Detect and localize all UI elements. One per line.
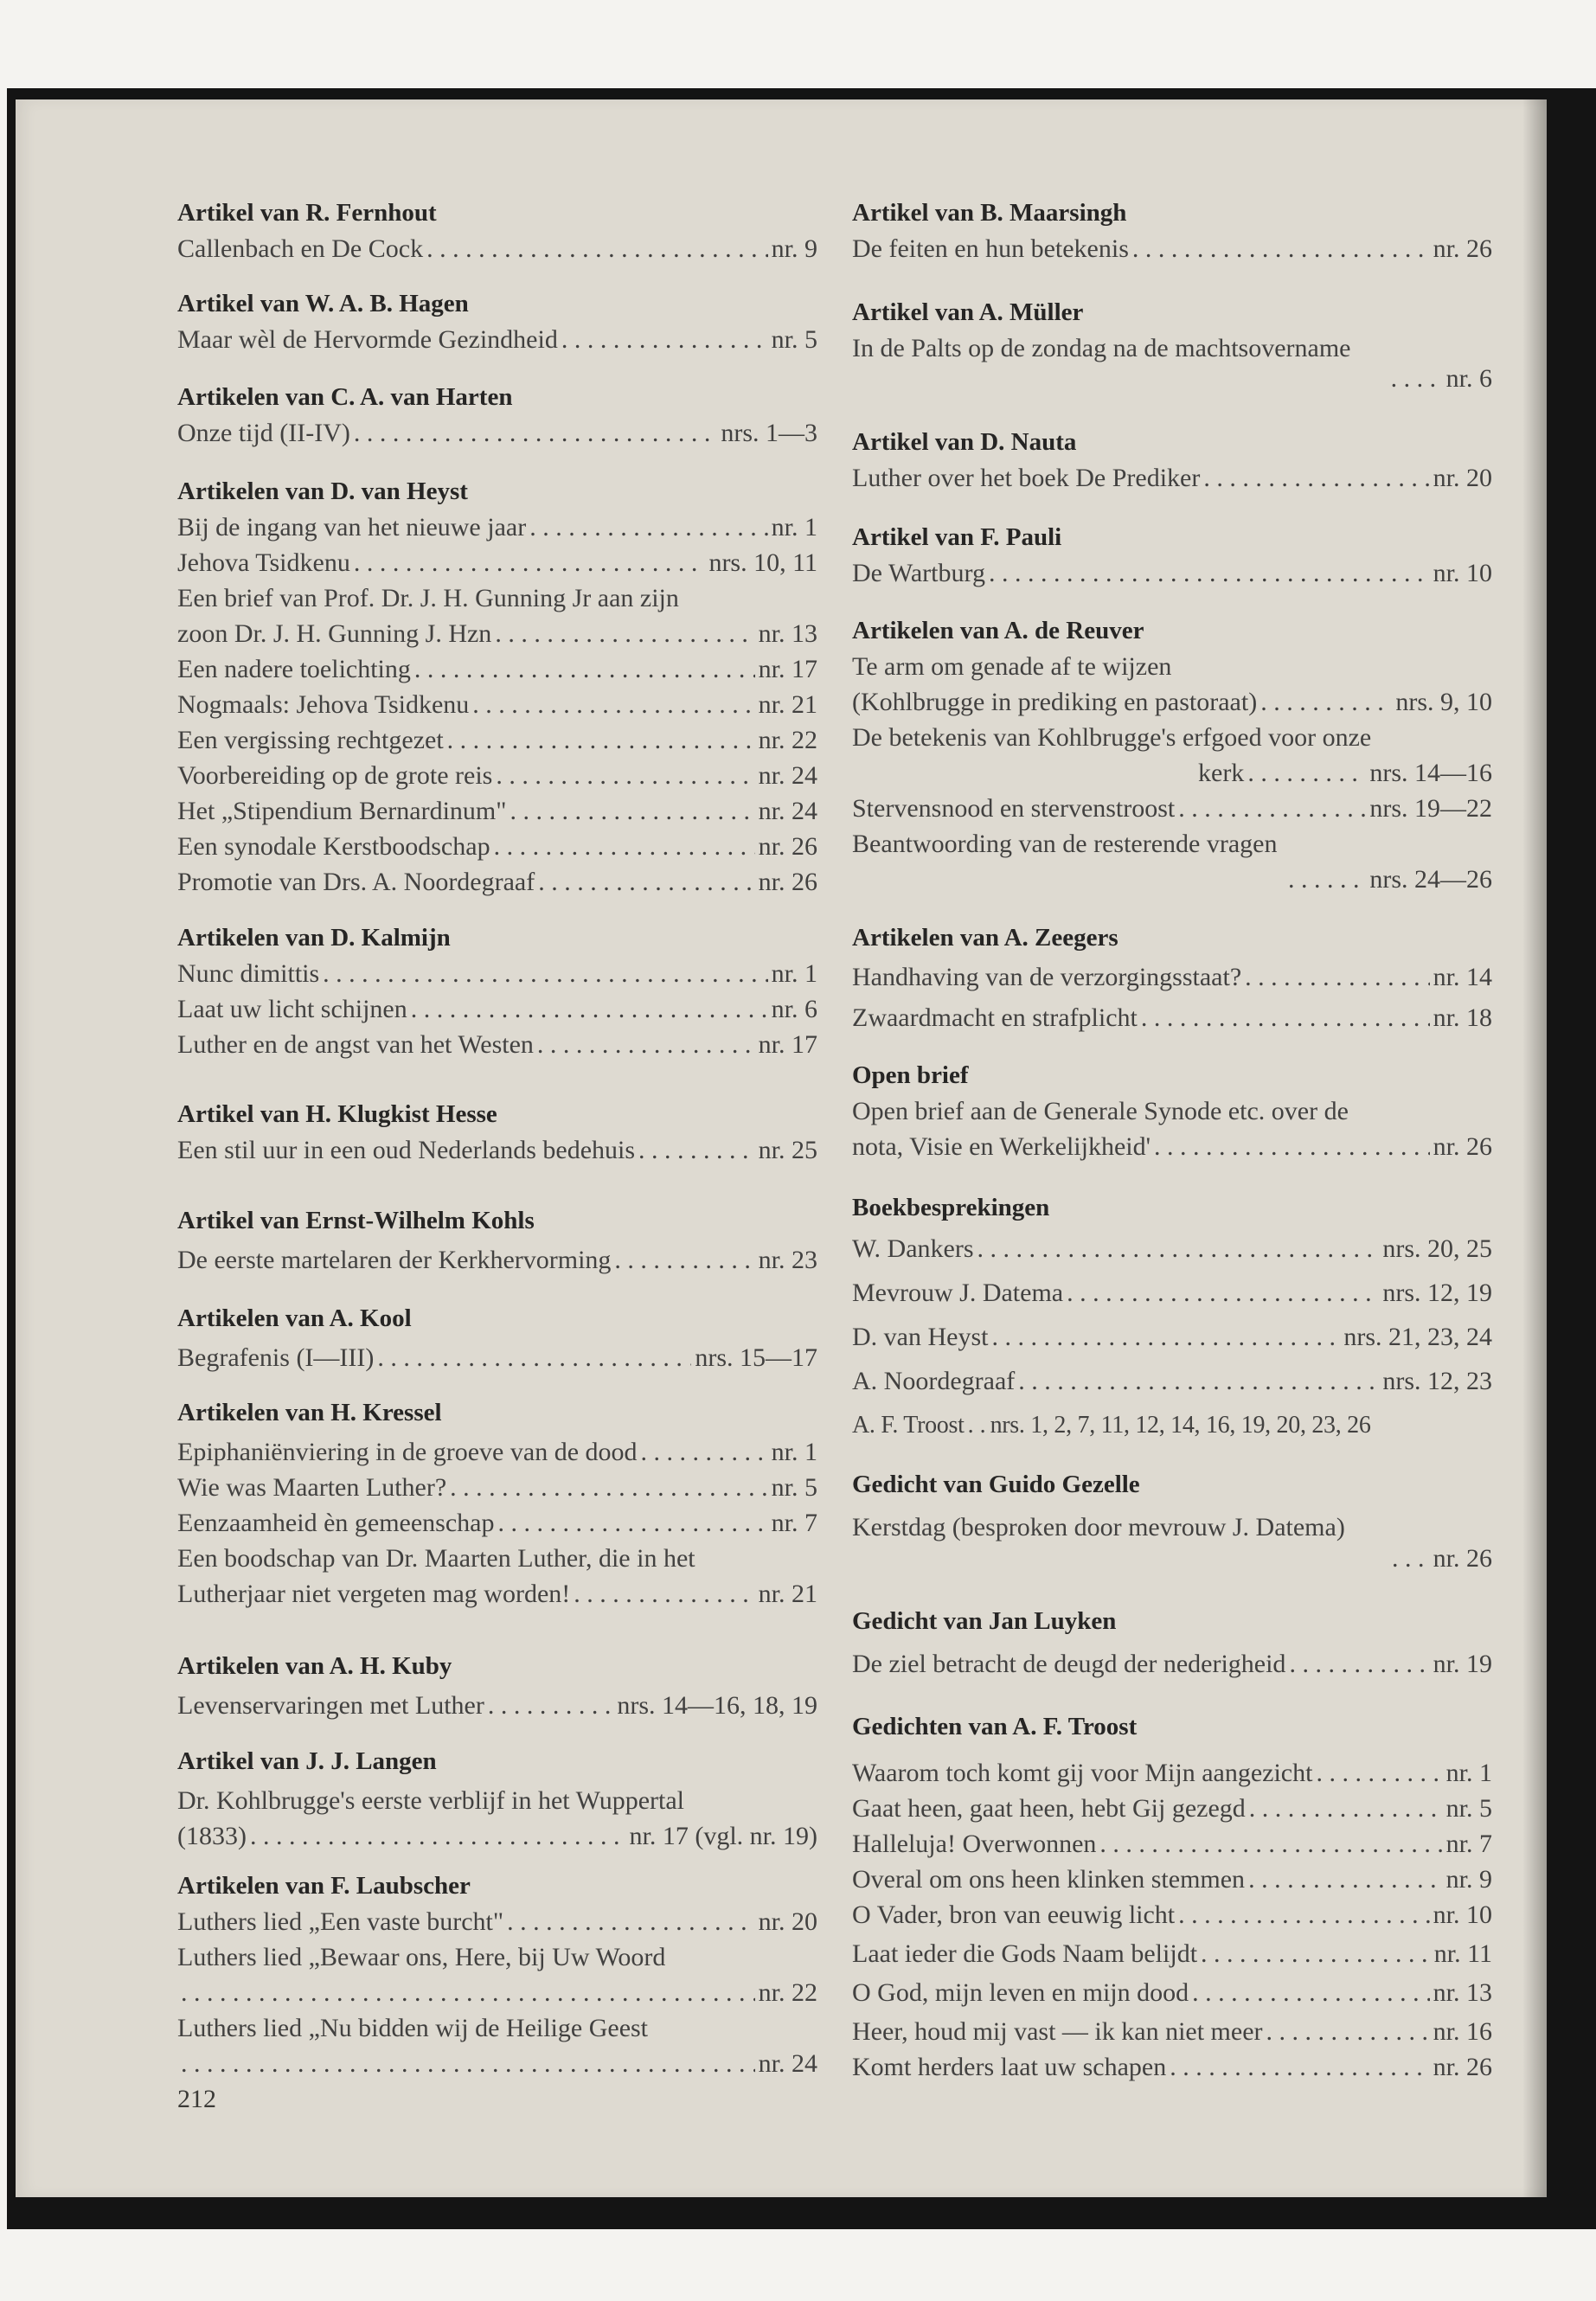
entry-title: Overal om ons heen klinken stemmen	[852, 1865, 1246, 1894]
index-entry	[177, 1132, 817, 1168]
index-entry	[177, 956, 817, 991]
entry-title: De Wartburg	[852, 559, 985, 587]
entry-title: Mevrouw J. Datema	[852, 1279, 1064, 1307]
entry-ref: nr. 1	[1445, 1759, 1492, 1787]
entry-title: W. Dankers	[852, 1234, 974, 1263]
section-maarsingh	[852, 195, 1492, 266]
section-heading: Artikel van D. Nauta	[852, 428, 1077, 456]
index-entry	[852, 1755, 1492, 1791]
leader-dots	[1391, 366, 1443, 392]
entry-title-line: In de Palts op de zondag na de machtsovername	[852, 334, 1351, 362]
section-laubscher	[177, 1868, 817, 2081]
entry-title: zoon Dr. J. H. Gunning J. Hzn	[177, 619, 492, 648]
entry-title-line: De betekenis van Kohlbrugge's erfgoed voor onze	[852, 723, 1372, 752]
leader-dots	[1288, 862, 1366, 897]
index-entry	[177, 415, 817, 451]
section-kalmijn	[177, 920, 817, 1062]
entry-title: nota, Visie en Werkelijkheid'	[852, 1132, 1151, 1161]
entry-title: De feiten en hun betekenis	[852, 234, 1129, 263]
index-entry	[177, 687, 817, 722]
index-entry	[177, 651, 817, 687]
section-heyst	[177, 473, 817, 900]
leader-dots	[989, 555, 1430, 591]
entry-ref: nr. 21	[758, 690, 817, 719]
entry-title: Komt herders laat uw schapen	[852, 2053, 1167, 2081]
index-entry	[852, 1897, 1492, 1932]
index-entry	[177, 1242, 817, 1278]
leader-dots	[495, 616, 754, 651]
spine-shadow	[1522, 99, 1547, 2197]
entry-ref: nr. 26	[1433, 234, 1492, 263]
index-entry	[852, 1407, 1492, 1443]
leader-dots	[488, 1688, 613, 1723]
entry-ref: nrs. 14—16	[1369, 759, 1492, 787]
index-entry	[177, 1470, 817, 1505]
section-heading: Artikel van B. Maarsingh	[852, 199, 1127, 227]
index-entry	[177, 2046, 817, 2081]
leader-dots	[450, 1470, 768, 1505]
entry-ref: nr. 14	[1433, 963, 1492, 991]
entry-title: Nogmaals: Jehova Tsidkenu	[177, 690, 470, 719]
entry-title: Luthers lied „Een vaste burcht"	[177, 1907, 504, 1936]
leader-dots	[1392, 1545, 1430, 1573]
entry-title-line: Dr. Kohlbrugge's eerste verblijf in het Wuppertal	[177, 1786, 684, 1815]
entry-title-line: Open brief aan de Generale Synode etc. over de	[852, 1097, 1349, 1125]
entry-ref: nr. 1	[771, 513, 817, 542]
entry-title: O Vader, bron van eeuwig licht	[852, 1900, 1176, 1929]
index-entry	[177, 1688, 817, 1723]
entry-ref: nrs. 15—17	[695, 1343, 817, 1372]
leader-dots	[497, 1505, 767, 1541]
index-entry	[177, 231, 817, 266]
entry-title: Nunc dimittis	[177, 959, 320, 988]
section-heading: Artikelen van A. Kool	[177, 1304, 412, 1332]
section-boekbesprekingen	[852, 1189, 1492, 1443]
entry-ref: nr. 7	[771, 1509, 817, 1537]
index-entry	[177, 510, 817, 545]
section-troost	[852, 1708, 1492, 2085]
section-zeegers	[852, 920, 1492, 1035]
index-entry	[177, 1818, 817, 1854]
entry-title-line: Luthers lied „Nu bidden wij de Heilige Geest	[177, 2014, 649, 2042]
section-heading: Artikelen van C. A. van Harten	[177, 383, 513, 411]
leader-dots	[354, 415, 717, 451]
leader-dots	[968, 1407, 987, 1443]
leader-dots	[354, 545, 706, 580]
leader-dots	[1018, 1363, 1379, 1399]
index-entry	[177, 545, 817, 580]
section-pauli	[852, 519, 1492, 591]
entry-title-line: Beantwoording van de resterende vragen	[852, 830, 1278, 858]
leader-dots	[1203, 460, 1429, 496]
entry-ref: nr. 25	[758, 1136, 817, 1164]
index-entry	[177, 864, 817, 900]
entry-title: A. F. Troost	[852, 1412, 965, 1439]
leader-dots	[991, 1319, 1340, 1355]
leader-dots	[529, 510, 767, 545]
section-heading: Artikelen van H. Kressel	[177, 1399, 442, 1426]
index-entry	[852, 1545, 1492, 1573]
index-entry	[852, 2049, 1492, 2085]
section-klugkist-hesse	[177, 1096, 817, 1168]
leader-dots	[1154, 1129, 1430, 1164]
entry-ref: nr. 26	[758, 868, 817, 896]
entry-ref: nrs. 1, 2, 7, 11, 12, 14, 16, 19, 20, 23, 26	[990, 1412, 1371, 1439]
entry-ref: nr. 26	[1433, 1544, 1492, 1573]
index-entry	[852, 460, 1492, 496]
entry-ref: nr. 17	[758, 655, 817, 683]
section-heading: Artikelen van D. van Heyst	[177, 478, 468, 505]
leader-dots	[1316, 1755, 1442, 1791]
entry-title: Stervensnood en stervenstroost	[852, 794, 1176, 823]
entry-ref: nr. 26	[758, 832, 817, 861]
entry-title: Waarom toch komt gij voor Mijn aangezicht	[852, 1759, 1313, 1787]
entry-ref: nr. 20	[758, 1907, 817, 1936]
entry-ref: nr. 5	[771, 1473, 817, 1502]
index-entry	[177, 1975, 817, 2010]
entry-title-line: Kerstdag (besproken door mevrouw J. Datema)	[852, 1513, 1345, 1541]
entry-ref: nrs. 24—26	[1369, 865, 1492, 894]
section-heading: Artikel van A. Müller	[852, 298, 1084, 326]
entry-ref: nr. 1	[771, 1438, 817, 1466]
leader-dots	[614, 1242, 754, 1278]
entry-ref: nrs. 12, 23	[1382, 1367, 1492, 1395]
entry-ref: nr. 18	[1433, 1003, 1492, 1032]
entry-title: Callenbach en De Cock	[177, 234, 424, 263]
index-entry	[852, 1862, 1492, 1897]
index-entry	[177, 322, 817, 357]
leader-dots	[638, 1132, 755, 1168]
section-heading: Gedicht van Guido Gezelle	[852, 1471, 1140, 1498]
leader-dots	[447, 722, 755, 758]
index-entry	[177, 1576, 817, 1612]
entry-title: Jehova Tsidkenu	[177, 548, 350, 577]
leader-dots	[1289, 1646, 1429, 1682]
section-heading: Artikelen van A. H. Kuby	[177, 1652, 452, 1680]
leader-dots	[181, 1975, 755, 2010]
entry-ref: nr. 19	[1433, 1650, 1492, 1678]
index-entry	[852, 1000, 1492, 1035]
leader-dots	[494, 829, 755, 864]
leader-dots	[250, 1818, 626, 1854]
index-entry	[177, 1904, 817, 1939]
entry-title: Een synodale Kerstboodschap	[177, 832, 490, 861]
index-entry	[852, 1975, 1492, 2010]
entry-ref: nr. 9	[1445, 1865, 1492, 1894]
section-langen	[177, 1743, 817, 1854]
entry-ref: nrs. 20, 25	[1382, 1234, 1492, 1263]
index-entry	[852, 2014, 1492, 2049]
index-entry	[852, 684, 1492, 720]
section-open-brief	[852, 1057, 1492, 1164]
leader-dots	[1192, 1975, 1430, 2010]
entry-ref: nrs. 1—3	[721, 419, 817, 447]
entry-title: A. Noordegraaf	[852, 1367, 1016, 1395]
index-entry	[177, 722, 817, 758]
entry-ref: nr. 10	[1433, 1900, 1492, 1929]
entry-title: Promotie van Drs. A. Noordegraaf	[177, 868, 535, 896]
section-heading: Artikelen van A. Zeegers	[852, 924, 1118, 952]
entry-ref: nr. 21	[758, 1580, 817, 1608]
index-entry	[177, 1505, 817, 1541]
entry-title: De ziel betracht de deugd der nederigheid	[852, 1650, 1286, 1678]
leader-dots	[377, 1340, 691, 1375]
index-entry	[852, 791, 1492, 826]
entry-title-line: Een brief van Prof. Dr. J. H. Gunning Jr aan zijn	[177, 584, 679, 612]
leader-dots	[1266, 2014, 1430, 2049]
entry-title-line: Een boodschap van Dr. Maarten Luther, die in het	[177, 1544, 695, 1573]
index-entry	[852, 755, 1492, 791]
index-entry	[852, 959, 1492, 995]
entry-ref: nr. 5	[1445, 1794, 1492, 1823]
entry-ref: nr. 6	[771, 995, 817, 1023]
entry-title: Lutherjaar niet vergeten mag worden!	[177, 1580, 571, 1608]
entry-ref: nr. 22	[758, 726, 817, 754]
entry-title: Begrafenis (I—III)	[177, 1343, 375, 1372]
entry-ref: nr. 26	[1433, 1132, 1492, 1161]
leader-dots	[181, 2046, 755, 2081]
entry-title: Luther en de angst van het Westen	[177, 1030, 534, 1059]
entry-ref: nr. 24	[758, 2049, 817, 2078]
leader-dots	[411, 991, 768, 1027]
entry-ref: nr. 13	[758, 619, 817, 648]
section-heading: Artikelen van D. Kalmijn	[177, 924, 451, 952]
index-entry	[177, 1434, 817, 1470]
leader-dots	[426, 231, 768, 266]
entry-ref: nrs. 10, 11	[708, 548, 817, 577]
entry-title: Zwaardmacht en strafplicht	[852, 1003, 1138, 1032]
entry-ref: nrs. 9, 10	[1395, 688, 1492, 716]
section-heading: Artikelen van F. Laubscher	[177, 1872, 471, 1900]
entry-title: Halleluja! Overwonnen	[852, 1830, 1097, 1858]
leader-dots	[1201, 1936, 1431, 1971]
entry-ref: nr. 6	[1445, 364, 1492, 393]
entry-ref: nr. 17	[758, 1030, 817, 1059]
entry-ref: nr. 17 (vgl. nr. 19)	[629, 1822, 817, 1850]
entry-ref: nr. 23	[758, 1246, 817, 1274]
section-kuby	[177, 1648, 817, 1723]
leader-dots	[1249, 1791, 1443, 1826]
entry-title-line: Te arm om genade af te wijzen	[852, 652, 1172, 681]
leader-dots	[1178, 791, 1366, 826]
entry-title: Levenservaringen met Luther	[177, 1691, 484, 1720]
index-entry	[852, 862, 1492, 897]
entry-ref: nrs. 21, 23, 24	[1343, 1323, 1492, 1351]
entry-title: Epiphaniënviering in de groeve van de dood	[177, 1438, 638, 1466]
entry-ref: nr. 16	[1433, 2017, 1492, 2046]
entry-title: (Kohlbrugge in prediking en pastoraat)	[852, 688, 1258, 716]
leader-dots	[574, 1576, 754, 1612]
leader-dots	[1178, 1897, 1430, 1932]
leader-dots	[538, 864, 754, 900]
section-heading: Artikel van H. Klugkist Hesse	[177, 1100, 497, 1128]
section-heading: Boekbesprekingen	[852, 1194, 1050, 1221]
entry-title: (1833)	[177, 1822, 247, 1850]
entry-ref: nr. 10	[1433, 559, 1492, 587]
section-kool	[177, 1300, 817, 1375]
index-entry	[852, 366, 1492, 392]
index-entry	[852, 1319, 1492, 1355]
leader-dots	[323, 956, 767, 991]
index-entry	[852, 1791, 1492, 1826]
entry-ref: nr. 7	[1445, 1830, 1492, 1858]
section-kressel	[177, 1394, 817, 1612]
entry-title: kerk	[1198, 759, 1245, 787]
index-entry	[852, 1363, 1492, 1399]
index-entry	[177, 829, 817, 864]
section-heading: Artikel van F. Pauli	[852, 523, 1062, 551]
index-entry	[852, 555, 1492, 591]
section-fernhout	[177, 195, 817, 266]
leader-dots	[1248, 1862, 1443, 1897]
index-entry	[177, 991, 817, 1027]
entry-title: Heer, houd mij vast — ik kan niet meer	[852, 2017, 1263, 2046]
section-kohls	[177, 1202, 817, 1278]
index-entry	[177, 793, 817, 829]
entry-ref: nr. 24	[758, 797, 817, 825]
leader-dots	[510, 793, 755, 829]
entry-ref: nrs. 12, 19	[1382, 1279, 1492, 1307]
entry-ref: nr. 9	[771, 234, 817, 263]
entry-title: Wie was Maarten Luther?	[177, 1473, 447, 1502]
leader-dots	[414, 651, 755, 687]
index-entry	[852, 1826, 1492, 1862]
index-entry	[852, 1936, 1492, 1971]
leader-dots	[537, 1027, 755, 1062]
section-heading: Gedicht van Jan Luyken	[852, 1607, 1117, 1635]
entry-title: O God, mijn leven en mijn dood	[852, 1978, 1189, 2007]
entry-title: De eerste martelaren der Kerkhervorming	[177, 1246, 612, 1274]
section-nauta	[852, 424, 1492, 496]
entry-title: Gaat heen, gaat heen, hebt Gij gezegd	[852, 1794, 1246, 1823]
entry-title: Laat ieder die Gods Naam belijdt	[852, 1939, 1198, 1968]
entry-ref: nr. 22	[758, 1978, 817, 2007]
entry-ref: nr. 11	[1433, 1939, 1492, 1968]
entry-title-line: Luthers lied „Bewaar ons, Here, bij Uw Woord	[177, 1943, 666, 1971]
leader-dots	[1170, 2049, 1429, 2085]
entry-ref: nr. 1	[771, 959, 817, 988]
page-number: 212	[177, 2085, 216, 2113]
entry-title: Een nadere toelichting	[177, 655, 411, 683]
index-entry	[852, 231, 1492, 266]
section-hagen	[177, 285, 817, 357]
leader-dots	[1067, 1275, 1379, 1311]
section-heading: Gedichten van A. F. Troost	[852, 1713, 1138, 1740]
leader-dots	[977, 1231, 1380, 1266]
section-reuver	[852, 612, 1492, 897]
leader-dots	[1141, 1000, 1430, 1035]
entry-title: Bij de ingang van het nieuwe jaar	[177, 513, 527, 542]
entry-title: Eenzaamheid èn gemeenschap	[177, 1509, 495, 1537]
index-entry	[177, 1027, 817, 1062]
section-heading: Artikel van J. J. Langen	[177, 1747, 437, 1775]
index-entry	[852, 1646, 1492, 1682]
section-heading: Open brief	[852, 1061, 969, 1089]
entry-title: Luther over het boek De Prediker	[852, 464, 1201, 492]
index-entry	[177, 1340, 817, 1375]
entry-ref: nr. 13	[1433, 1978, 1492, 2007]
entry-ref: nr. 5	[771, 325, 817, 354]
leader-dots	[1099, 1826, 1442, 1862]
entry-title: Onze tijd (II-IV)	[177, 419, 350, 447]
section-heading: Artikel van W. A. B. Hagen	[177, 290, 469, 317]
entry-ref: nr. 24	[758, 761, 817, 790]
section-luyken	[852, 1603, 1492, 1682]
section-heading: Artikel van R. Fernhout	[177, 199, 437, 227]
leader-dots	[641, 1434, 768, 1470]
section-heading: Artikel van Ernst-Wilhelm Kohls	[177, 1207, 535, 1234]
section-harten	[177, 379, 817, 451]
leader-dots	[496, 758, 754, 793]
entry-title: Een stil uur in een oud Nederlands bedehuis	[177, 1136, 636, 1164]
section-heading: Artikelen van A. de Reuver	[852, 617, 1144, 644]
leader-dots	[1245, 959, 1430, 995]
entry-title: Voorbereiding op de grote reis	[177, 761, 493, 790]
leader-dots	[1132, 231, 1430, 266]
leader-dots	[507, 1904, 755, 1939]
index-entry	[852, 1275, 1492, 1311]
leader-dots	[472, 687, 754, 722]
leader-dots	[561, 322, 768, 357]
leader-dots	[1260, 684, 1392, 720]
entry-title: D. van Heyst	[852, 1323, 989, 1351]
entry-ref: nr. 26	[1433, 2053, 1492, 2081]
section-muller	[852, 294, 1492, 392]
entry-title: Maar wèl de Hervormde Gezindheid	[177, 325, 558, 354]
entry-title: Handhaving van de verzorgingsstaat?	[852, 963, 1242, 991]
entry-ref: nrs. 14—16, 18, 19	[617, 1691, 817, 1720]
entry-title: Het „Stipendium Bernardinum"	[177, 797, 507, 825]
entry-title: Een vergissing rechtgezet	[177, 726, 444, 754]
entry-ref: nr. 20	[1433, 464, 1492, 492]
leader-dots	[1247, 755, 1366, 791]
index-entry	[177, 758, 817, 793]
index-entry	[852, 1231, 1492, 1266]
entry-ref: nrs. 19—22	[1369, 794, 1492, 823]
section-gezelle	[852, 1466, 1492, 1573]
index-entry	[852, 1129, 1492, 1164]
index-entry	[177, 616, 817, 651]
entry-title: Laat uw licht schijnen	[177, 995, 407, 1023]
